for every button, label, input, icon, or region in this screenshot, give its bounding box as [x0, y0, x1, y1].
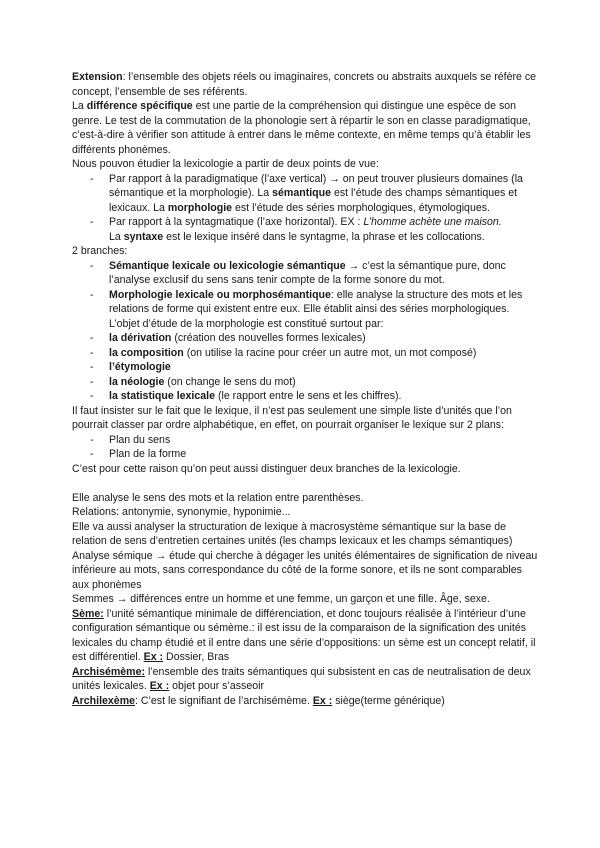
term-difference-specifique: différence spécifique [86, 100, 193, 112]
list-item-plan-forme: - Plan de la forme [90, 448, 187, 460]
list-dash: - [90, 375, 94, 388]
list-dash: - [90, 332, 94, 344]
list-item-semantique-lexicale: - Sémantique lexicale ou lexicologie sémantique → c’est la sémantique pure, donc l’analyse exclusif du sens sans tenir compte de la forme sonore du mot. [90, 259, 506, 286]
para-lexique-plans: Il faut insister sur le fait que le lexique, il n’est pas seulement une simple liste d’unités que l’on pourrait classer par ordre alphabétique, en effet, on pourrait organiser le lexique sur 2 plans: [72, 404, 512, 431]
list-dash: - [90, 390, 94, 402]
list-dash: - [90, 216, 94, 228]
para-structuration: Elle va aussi analyser la structuration de lexique à macrosystème sémantique sur la base de relation de sens d’entretien certaines unités (les champs lexicaux et les champs sémantiques) [72, 520, 513, 547]
para-extension: Extension: l’ensemble des objets réels ou imaginaires, concrets ou abstraits auxquels se réfère ce concept, l’ensemble de ses référents. [72, 71, 537, 98]
document-page [72, 70, 540, 708]
blank-line [72, 476, 540, 491]
list-item-statistique: - la statistique lexicale (le rapport entre le sens et les chiffres). [90, 390, 402, 402]
para-points-de-vue: Nous pouvon étudier la lexicologie a partir de deux points de vue: [72, 158, 379, 170]
para-archilexeme: Archilexème: C’est le signifiant de l’archisémème. Ex : siège(terme générique) [72, 694, 445, 707]
example-label: Ex : [312, 694, 333, 707]
para-difference-specifique: La différence spécifique est une partie de la compréhension qui distingue une espèce de son genre. Le test de la commutation de la phonologie sert à répartir le son en classe paradigmatique, c’est-à-dire à vérifier son attitude à entrer dans le même contexte, en même temps qu’à établir les différents phonèmes. [72, 100, 531, 156]
term-morphologie: morphologie [167, 201, 233, 214]
list-item-syntagmatique: - Par rapport à la syntagmatique (l’axe horizontal). EX : L’homme achète une maison. La syntaxe est le lexique inséré dans le syntagme, la phrase et les collocations. [90, 216, 502, 243]
term-semantique-lexicale: Sémantique lexicale ou lexicologie sémantique [109, 259, 346, 272]
para-archisememe: Archisémème: l’ensemble des traits sémantiques qui subsistent en cas de neutralisation de deux unités lexicales. Ex : objet pour s’asseoir [72, 665, 531, 692]
list-item-etymologie: - l’étymologie [90, 361, 171, 373]
example-sentence: L’homme achète une maison. [363, 216, 502, 228]
term-syntaxe: syntaxe [123, 230, 164, 243]
list-dash: - [90, 448, 94, 460]
example-label: Ex : [149, 680, 170, 692]
term-semantique: sémantique [272, 187, 331, 199]
list-dash: - [90, 346, 94, 359]
example-label: Ex : [143, 651, 164, 663]
list-dash: - [90, 361, 94, 373]
list-item-paradigmatique: - Par rapport à la paradigmatique (l’axe vertical) → on peut trouver plusieurs domaines (la sémantique et la morphologie). La sémantique est l’étude des champs sémantiques et lexicaux. La morphologie est l’étude des séries morphologiques, étymologiques. [90, 172, 523, 214]
list-item-morphologie-lexicale: - Morphologie lexicale ou morphosémantique: elle analyse la structure des mots et les relations de forme qui existent entre eux. Elle établit ainsi des séries morphologiques. L’objet d’étude de la morphologie est constitué surtout par: [90, 288, 523, 330]
list-item-composition: - la composition (on utilise la racine pour créer un autre mot, un mot composé) [90, 346, 477, 359]
list-item-derivation: - la dérivation (création des nouvelles formes lexicales) [90, 332, 366, 344]
list-item-plan-sens: - Plan du sens [90, 433, 171, 446]
para-seme: Sème: l’unité sémantique minimale de différenciation, et donc toujours réalisée à l’intérieur d’une configuration sémantique ou sémème.: il est issu de la comparaison de la signification des unités lexicales du champ étudié et il entre dans une série d’oppositions: un sème est un concept relatif, il est différentiel. Ex : Dossier, Bras [72, 607, 536, 663]
list-dash: - [90, 259, 94, 272]
term-seme: Sème: [72, 607, 104, 620]
term-archisememe: Archisémème: [72, 665, 146, 678]
para-relations: Relations: antonymie, synonymie, hyponimie... [72, 506, 291, 518]
para-analyse-sens: Elle analyse le sens des mots et la relation entre parenthèses. [72, 491, 364, 504]
term-archilexeme: Archilexème [72, 694, 136, 707]
list-dash: - [90, 172, 94, 185]
list-dash: - [90, 433, 94, 446]
term-extension: Extension [72, 71, 123, 83]
para-semmes: Semmes → différences entre un homme et une femme, un garçon et une fille. Âge, sexe. [72, 593, 490, 605]
para-deux-branches-lexicologie: C’est pour cette raison qu’on peut aussi distinguer deux branches de la lexicologie. [72, 462, 461, 475]
list-item-neologie: - la néologie (on change le sens du mot) [90, 375, 296, 388]
term-morphologie-lexicale: Morphologie lexicale ou morphosémantique [109, 288, 331, 301]
list-dash: - [90, 288, 94, 301]
para-analyse-semique: Analyse sémique → étude qui cherche à dégager les unités élémentaires de signification de niveau inférieure au mots, sans correspondance du côté de la forme sonore, et ils ne sont comparables aux phonèmes [72, 549, 538, 591]
para-deux-branches: 2 branches: [72, 245, 128, 257]
